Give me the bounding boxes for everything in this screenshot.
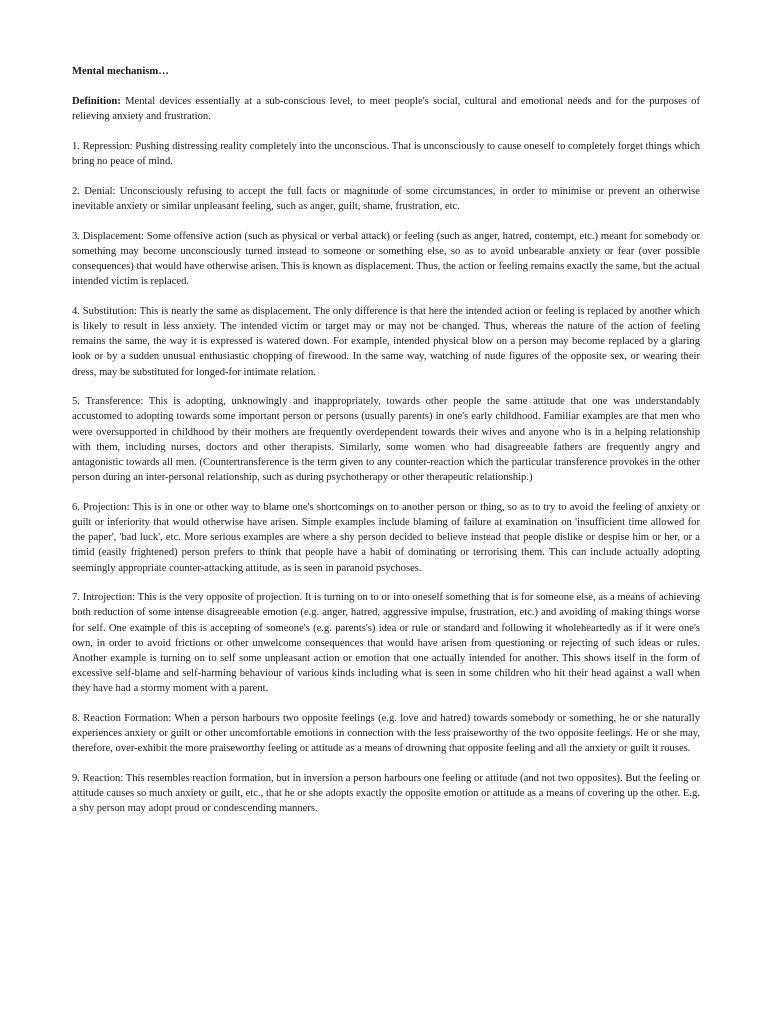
item-reaction: 9. Reaction: This resembles reaction formation, but in inversion a person harbours one feeling or attitude (and not two opposites). But the feeling or attitude causes so much anxiety or guilt, etc., that he or she adopts exactly the opposite emotion or attitude as a means of covering up the other. E.g. a shy person may adopt proud or condescending manners. (72, 773, 700, 815)
item-introjection: 7. Introjection: This is the very opposite of projection. It is turning on to or into oneself something that is for someone else, as a means of achieving both reduction of some intense disagreeable emotion (e.g. anger, hatred, aggressive impulse, frustration, etc.) and avoiding of making things worse for self. One example of this is accepting of someone's (e.g. parents's) idea or rule or standard and following it wholeheartedly as if it were one's own, in order to avoid frictions or other unwelcome consequences that would have arisen from questioning or rejecting of such ideas or rules. Another example is turning on to self some unpleasant action or emotion that one actually intended for another. This shows itself in the form of excessive self-blame and self-harming behaviour of various kinds including what is seen in some children who hit their head against a wall when they have had a stormy moment with a parent. (72, 592, 700, 695)
definition-paragraph (72, 94, 700, 124)
document-title: Mental mechanism… (72, 66, 169, 77)
document-page (72, 64, 700, 831)
item-transference: 5. Transference: This is adopting, unknowingly and inappropriately, towards other people the same attitude that one was understandably accustomed to adopting towards some important person or persons (usually parents) in one's early childhood. Familiar examples are that men who were oversupported in childhood by their mothers are frequently overdependent towards their wives and anyone who is in a helping relationship with them, including nurses, doctors and other therapists. Similarly, some women who had disagreeable fathers are frequently angry and antagonistic towards all men. (Countertransference is the term given to any counter-reaction which the particular transference provokes in the other person during an inter-personal relationship, such as during psychotherapy or other therapeutic relationship.) (72, 396, 700, 484)
definition-text: Mental devices essentially at a sub-conscious level, to meet people's social, cultural and emotional needs and for the purposes of relieving anxiety and frustration. (72, 96, 700, 123)
definition-label: Definition: (72, 96, 121, 108)
item-denial: 2. Denial: Unconsciously refusing to accept the full facts or magnitude of some circumstances, in order to minimise or prevent an otherwise inevitable anxiety or similar unpleasant feeling, such as anger, guilt, shame, frustration, etc. (72, 185, 700, 212)
item-displacement: 3. Displacement: Some offensive action (such as physical or verbal attack) or feeling (such as anger, hatred, contempt, etc.) meant for somebody or something may become unconsciously turned instead to someone or something else, so as to avoid unbearable anxiety or fear (over possible consequences) that would have otherwise arisen. This is known as displacement. Thus, the action or feeling remains exactly the same, but the actual intended victim is replaced. (72, 230, 700, 288)
item-projection: 6. Projection: This is in one or other way to blame one's shortcomings on to another person or thing, so as to try to avoid the feeling of anxiety or guilt or inferiority that would otherwise have arisen. Simple examples include blaming of failure at examination on 'insufficient time allowed for the paper', 'bad luck', etc. More serious examples are where a shy person decided to believe instead that people dislike or despise him or her, or a timid (easily frightened) person prefers to think that people have a habit of dominating or terrorising them. This can include actually adopting seemingly appropriate counter-attacking attitude, as is seen in paranoid psychoses. (72, 501, 700, 574)
item-repression: 1. Repression: Pushing distressing reality completely into the unconscious. That is unconsciously to cause oneself to completely forget things which bring no peace of mind. (72, 141, 700, 168)
item-substitution: 4. Substitution: This is nearly the same as displacement. The only difference is that here the intended action or feeling is replaced by another which is likely to result in less anxiety. The intended victim or target may or may not be changed. Thus, whereas the nature of the action of feeling remains the same, the way it is expressed is watered down. For example, intended physical blow on a person may become replaced by a glaring look or by a sudden unusual enthusiastic chopping of firewood. In the same way, watching of nude figures of the opposite sex, or wearing their dress, may be substituted for longed-for intimate relation. (72, 305, 700, 378)
item-reaction-formation: 8. Reaction Formation: When a person harbours two opposite feelings (e.g. love and hatred) towards somebody or something, he or she naturally experiences anxiety or guilt or other uncomfortable emotions in connection with the less praiseworthy of the two opposite feelings. He or she may, therefore, over-exhibit the more praiseworthy feeling or attitude as a means of drowning that opposite feeling and all the anxiety or guilt it rouses. (72, 713, 700, 755)
